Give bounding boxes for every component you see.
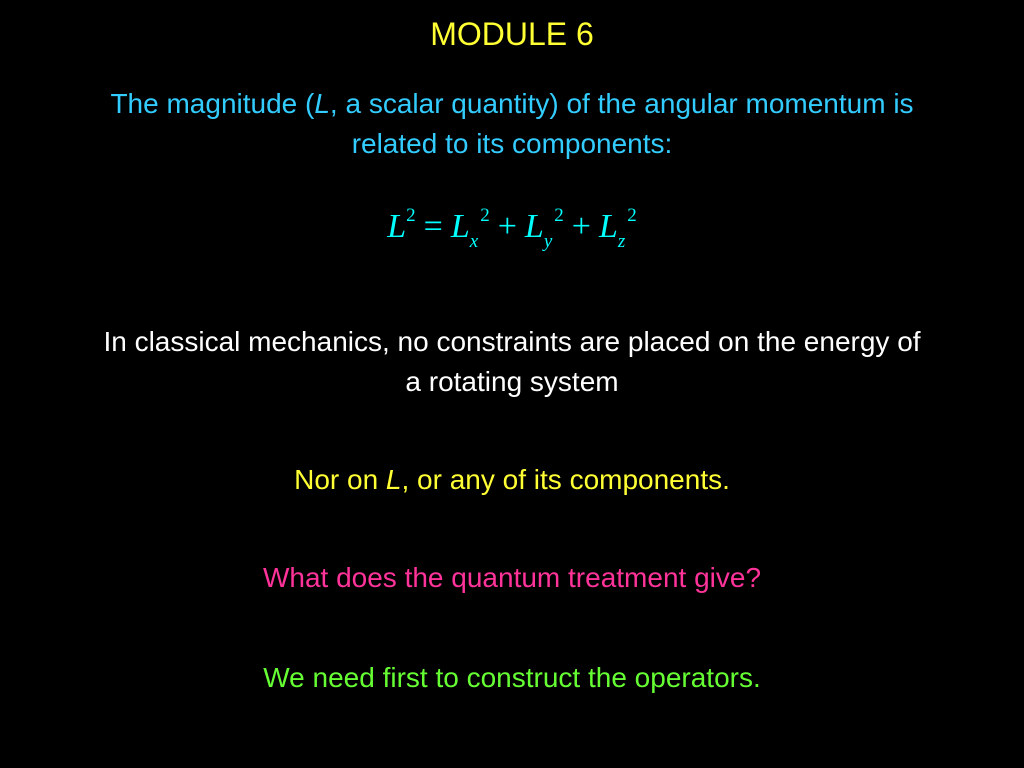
equation-term-y-power: 2 — [554, 205, 564, 226]
equation-term-x-symbol: L — [450, 208, 470, 245]
equation-lhs — [387, 200, 415, 259]
quantum-question — [0, 558, 1024, 598]
nor-statement — [0, 460, 1024, 500]
equation-term-z-power: 2 — [627, 205, 637, 226]
angular-momentum-equation — [0, 200, 1024, 259]
intro-line-2-text: related to its components: — [351, 128, 673, 159]
nor-before: Nor on — [294, 464, 386, 495]
equation-term-z-subscript: z — [617, 231, 626, 252]
intro-line-1 — [0, 84, 1024, 124]
equation-term-x — [451, 200, 490, 259]
classical-line-1 — [0, 322, 1024, 362]
slide-title — [0, 14, 1024, 54]
equation-term-y-subscript: y — [543, 231, 553, 252]
intro-line-2 — [0, 124, 1024, 164]
equation-term-y-symbol: L — [524, 208, 544, 245]
equation-equals: = — [423, 208, 443, 245]
nor-variable-l: L — [385, 464, 402, 495]
operators-statement-text: We need first to construct the operators. — [263, 662, 761, 693]
equation-plus-2: + — [571, 208, 591, 245]
intro-line-1-before: The magnitude ( — [110, 88, 315, 119]
equation-lhs-symbol: L — [387, 208, 407, 245]
nor-after: , or any of its components. — [401, 464, 730, 495]
equation-term-z-symbol: L — [598, 208, 618, 245]
intro-variable-l: L — [314, 88, 330, 119]
equation-term-x-subscript: x — [469, 231, 479, 252]
equation-plus-1: + — [497, 208, 517, 245]
classical-line-2-text: a rotating system — [405, 366, 619, 397]
equation-term-z — [599, 200, 637, 259]
quantum-question-text: What does the quantum treatment give? — [262, 562, 762, 593]
intro-line-1-after: , a scalar quantity) of the angular momentum is — [329, 88, 914, 119]
slide-title-text: MODULE 6 — [430, 16, 594, 52]
equation-lhs-power: 2 — [406, 205, 416, 226]
equation-term-y — [525, 200, 564, 259]
equation-term-x-power: 2 — [480, 205, 490, 226]
classical-line-1-text: In classical mechanics, no constraints are placed on the energy of — [103, 326, 921, 357]
classical-line-2 — [0, 362, 1024, 402]
operators-statement — [0, 658, 1024, 698]
